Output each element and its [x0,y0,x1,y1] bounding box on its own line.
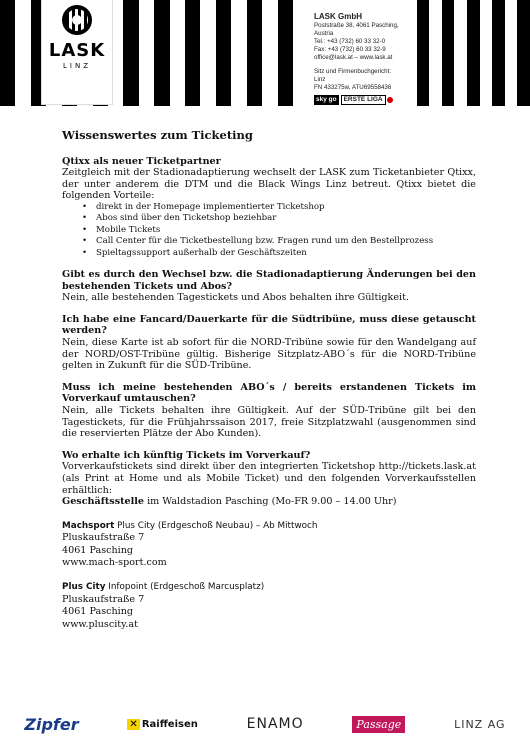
logo-sub: LINZ [63,62,91,70]
section-text: Zeitgleich mit der Stadionadaptierung wechselt der LASK zum Ticketanbieter Qtixx, der unter anderem die DTM und die Black Wings Linz betreut. Qtixx bietet die folgenden Vorteile: [62,167,476,202]
address-web-link[interactable]: www.mach-sport.com [62,556,167,568]
document-title: Wissenswertes zum Ticketing [62,128,253,142]
linz-ag-logo: LINZ AG [454,717,506,731]
erste-liga-label: ERSTE LIGA [341,95,386,105]
enamo-logo: ENAMO [246,716,304,732]
address-title [62,520,476,532]
office-name: Geschäftsstelle [62,496,145,508]
company-info [314,12,404,105]
address-desc: Infopoint (Erdgeschoß Marcusplatz) [105,582,265,593]
section-fancard [62,314,476,372]
logo-word: LASK [48,40,106,61]
zipfer-logo: Zipfer [24,714,79,734]
list-item: • direkt in der Homepage implementierter Ticketshop [96,202,476,213]
section-qtixx [62,156,476,259]
company-name: LASK GmbH [314,12,362,21]
section-heading: Wo erhalte ich künftig Tickets im Vorverkauf? [62,449,311,461]
list-item: • Abos sind über den Ticketshop beziehbar [96,213,476,224]
raiffeisen-label: Raiffeisen [141,718,198,730]
sky-go-label: sky go [316,96,337,103]
address-web-link[interactable]: www.pluscity.at [62,618,138,630]
section-text: Nein, diese Karte ist ab sofort für die NORD-Tribüne sowie für den Wandelgang auf der NORD/OST-Tribüne gültig. Bisherige Sitzplatz-ABO´s für die NORD-Tribüne gelten in Zukunft für die SÜD-Tribüne. [62,336,476,372]
company-web: office@lask.at – www.lask.at [314,54,393,61]
list-item: • Spieltagssupport außerhalb der Geschäftszeiten [96,248,476,259]
liga-dot-icon [387,97,393,103]
section-heading: Muss ich meine bestehenden ABO´s / bereits erstandenen Tickets im Vorverkauf umtauschen? [62,381,476,405]
section-heading: Ich habe eine Fancard/Dauerkarte für die Südtribüne, muss diese getauscht werden? [62,313,476,337]
sponsor-bar [0,706,530,742]
list-item: • Mobile Tickets [96,225,476,236]
company-address: Poststraße 38, 4061 Pasching, Austria [314,22,399,37]
document-body [62,130,476,643]
passage-logo: Passage [352,716,405,733]
raiffeisen-logo [127,719,197,730]
address-city: 4061 Pasching [62,606,134,618]
address-city: 4061 Pasching [62,544,134,556]
address-title [62,581,476,593]
address-machsport [62,520,476,570]
section-changes [62,269,476,304]
address-name: Machsport [62,520,115,531]
section-presale [62,450,476,508]
company-fax: Fax: +43 (732) 60 33 32-9 [314,46,386,53]
section-text: Nein, alle bestehenden Tagestickets und Abos behalten ihre Gültigkeit. [62,292,410,304]
company-tel: Tel.: +43 (732) 60 33 32-0 [314,38,386,45]
header-stripes-right [404,0,530,106]
address-pluscity [62,581,476,631]
erste-liga-logo [314,95,393,105]
lask-crest-icon [62,5,92,35]
section-text: Nein, alle Tickets behalten ihre Gültigkeit. Auf der SÜD-Tribüne gilt bei den Tagestickets, für die Frühjahrssaison 2017, freie Sitzplatzwahl (ausgenommen sind die reservierten Plätze der Abo Kunden). [62,404,476,440]
lask-logo [42,0,112,104]
address-street: Pluskaufstraße 7 [62,593,145,605]
address-desc: Plus City (Erdgeschoß Neubau) – Ab Mittwoch [114,520,318,531]
section-heading: Gibt es durch den Wechsel bzw. die Stadionadaptierung Änderungen bei den bestehenden Tickets und Abos? [62,269,476,292]
address-street: Pluskaufstraße 7 [62,532,145,544]
raiffeisen-cross-icon: ✕ [129,718,138,730]
list-item: • Call Center für die Ticketbestellung bzw. Fragen rund um den Bestellprozess [96,236,476,247]
section-heading: Qtixx als neuer Ticketpartner [62,155,221,167]
company-fn: FN 433275w, ATU69558436 [314,84,392,91]
section-text: Vorverkaufstickets sind direkt über den integrierten Ticketshop http://tickets.lask.at (als Print at Home und als Mobile Ticket) und den folgenden Vorverkaufsstellen erhältlich: [62,461,476,496]
office-details: im Waldstadion Pasching (Mo-FR 9.00 – 14.00 Uhr) [144,496,397,508]
section-exchange [62,382,476,440]
advantages-list [62,202,476,259]
address-name: Plus City [62,582,106,593]
office-line [62,496,476,508]
company-seat: Sitz und Firmenbuchgericht: Linz [314,68,392,83]
